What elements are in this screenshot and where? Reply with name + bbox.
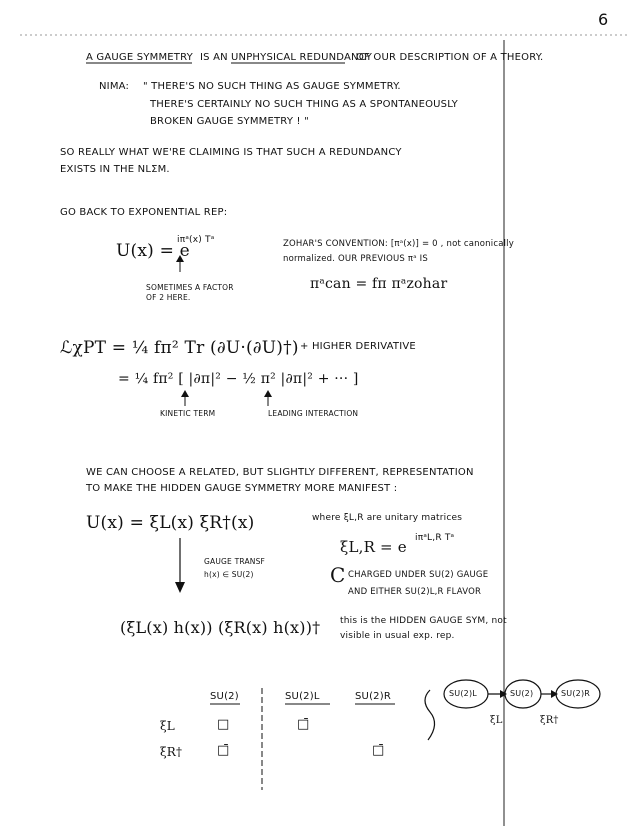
gauge-transf-1: GAUGE TRANSF bbox=[204, 557, 266, 566]
quiver-label-right: SU(2)R bbox=[561, 689, 591, 698]
line1-rest: OF OUR DESCRIPTION OF A THEORY. bbox=[356, 52, 544, 63]
hidden-gauge-2: visible in usual exp. rep. bbox=[340, 631, 455, 641]
table-cell: □̄ bbox=[297, 717, 310, 732]
xi-exponent: iπᵃL,R Tᵃ bbox=[415, 533, 455, 543]
where-unitary: where ξL,R are unitary matrices bbox=[312, 513, 463, 523]
table-header-su2r: SU(2)R bbox=[355, 691, 391, 702]
line1-unphysical-redundancy: UNPHYSICAL REDUNDANCY bbox=[231, 52, 373, 63]
quiver-label-mid: SU(2) bbox=[510, 689, 534, 698]
so-really-line2: EXISTS IN THE NLΣM. bbox=[60, 164, 170, 175]
zohar-convention-1: ZOHAR'S CONVENTION: [πᵃ(x)] = 0 , not canonically bbox=[283, 239, 514, 249]
page-number: 6 bbox=[598, 10, 609, 29]
lagrangian-expansion: = ¼ fπ² [ |∂π|² − ½ π² |∂π|² + ··· ] bbox=[118, 371, 359, 387]
so-really-line1: SO REALLY WHAT WE'RE CLAIMING IS THAT SUCH A REDUNDANCY bbox=[60, 147, 402, 158]
nima-quote-line3: BROKEN GAUGE SYMMETRY ! " bbox=[150, 116, 309, 127]
lagrangian: ℒχPT = ¼ fπ² Tr (∂U·(∂U)†) bbox=[60, 338, 299, 358]
table-cell: □̄ bbox=[372, 743, 385, 758]
svg-text:C: C bbox=[330, 563, 346, 587]
xi-definition: ξL,R = e bbox=[340, 538, 407, 556]
line1-is-an: IS AN bbox=[200, 52, 228, 63]
quiver-xi-r: ξR† bbox=[540, 715, 559, 726]
we-can-line1: WE CAN CHOOSE A RELATED, BUT SLIGHTLY DIFFERENT, REPRESENTATION bbox=[86, 467, 474, 478]
xi-gauge-transformed: (ξL(x) h(x)) (ξR(x) h(x))† bbox=[120, 618, 321, 637]
pi-canonical: πᵃcan = fπ πᵃzohar bbox=[310, 276, 448, 292]
quiver-label-left: SU(2)L bbox=[449, 689, 477, 698]
charged-under-1: CHARGED UNDER SU(2) GAUGE bbox=[348, 570, 489, 580]
kinetic-term: KINETIC TERM bbox=[160, 409, 216, 418]
u-exponent: iπᵃ(x) Tᵃ bbox=[177, 235, 215, 245]
table-header-su2: SU(2) bbox=[210, 691, 239, 702]
sometimes-factor-1: SOMETIMES A FACTOR bbox=[146, 283, 234, 292]
table-cell: □̄ bbox=[217, 743, 230, 758]
hidden-gauge-1: this is the HIDDEN GAUGE SYM, not bbox=[340, 616, 507, 626]
gauge-transf-2: h(x) ∈ SU(2) bbox=[204, 570, 254, 579]
sometimes-factor-2: OF 2 HERE. bbox=[146, 293, 191, 302]
nima-quote-line1: " THERE'S NO SUCH THING AS GAUGE SYMMETRY. bbox=[143, 81, 401, 92]
higher-derivative: + HIGHER DERIVATIVE bbox=[300, 341, 416, 352]
table-cell: □ bbox=[217, 717, 230, 732]
nima-quote-line2: THERE'S CERTAINLY NO SUCH THING AS A SPONTANEOUSLY bbox=[150, 99, 458, 110]
nima-label: NIMA: bbox=[99, 81, 130, 92]
we-can-line2: TO MAKE THE HIDDEN GAUGE SYMMETRY MORE MANIFEST : bbox=[86, 483, 398, 494]
table-header-su2l: SU(2)L bbox=[285, 691, 320, 702]
charged-under-2: AND EITHER SU(2)L,R FLAVOR bbox=[348, 587, 482, 597]
quiver-xi-l: ξL bbox=[490, 715, 503, 726]
line1-gauge-symmetry: A GAUGE SYMMETRY bbox=[86, 52, 193, 63]
table-row-label-xil: ξL bbox=[160, 719, 175, 733]
u-exponential: U(x) = e bbox=[116, 241, 190, 261]
leading-interaction: LEADING INTERACTION bbox=[268, 409, 359, 418]
go-back-line: GO BACK TO EXPONENTIAL REP: bbox=[60, 207, 228, 218]
zohar-convention-2: normalized. OUR PREVIOUS πᵃ IS bbox=[283, 254, 428, 264]
table-row-label-xir: ξR† bbox=[160, 745, 183, 759]
u-xi-decomposition: U(x) = ξL(x) ξR†(x) bbox=[86, 513, 255, 533]
